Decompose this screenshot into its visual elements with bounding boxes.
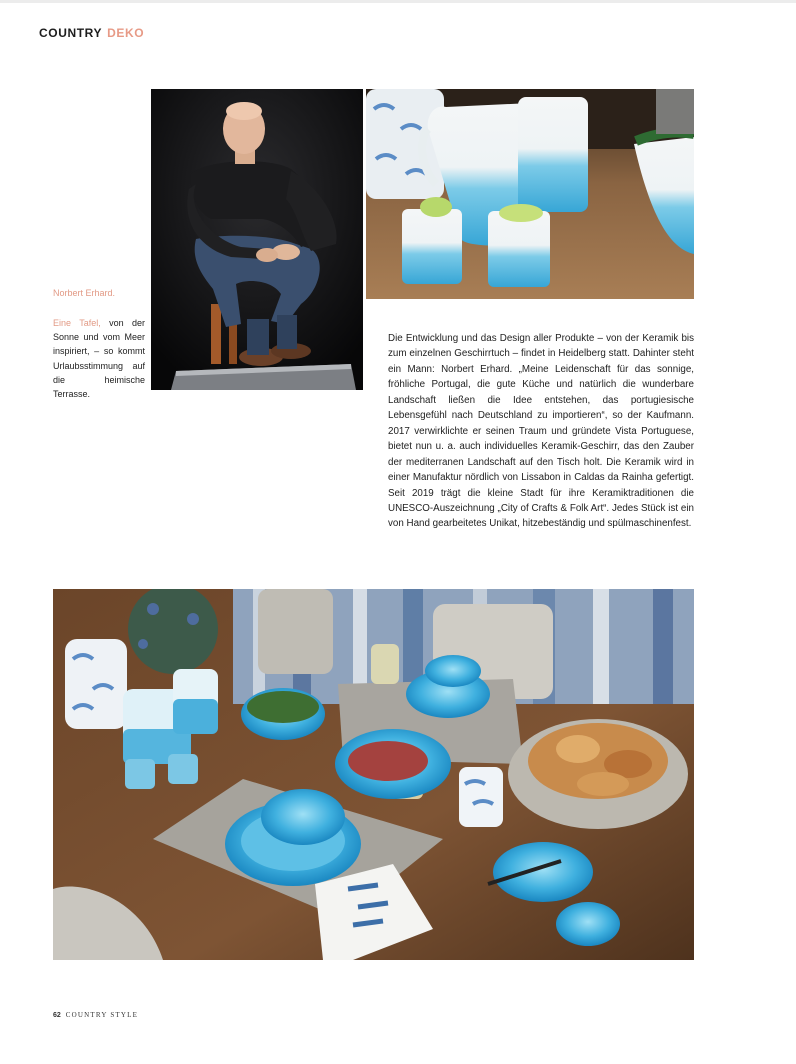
caption-body: von der Sonne und vom Meer inspiriert, – so kommt Urlaubsstimmung auf die heimische Terrasse. [53, 318, 145, 400]
photo-caption-name: Norbert Erhard. [53, 288, 116, 298]
page-number: 62 [53, 1012, 61, 1019]
page-footer [53, 1011, 138, 1019]
ceramics-photo [366, 89, 694, 299]
top-rule [0, 0, 796, 3]
table-setting-photo [53, 589, 694, 960]
caption-lead: Eine Tafel, [53, 318, 101, 328]
photo-caption-text [53, 316, 145, 401]
section-title: COUNTRY [39, 26, 103, 40]
section-header [39, 26, 144, 40]
article-body: Die Entwicklung und das Design aller Produkte – von der Keramik bis zum einzelnen Geschirrtuch – findet in Heidelberg statt. Dahinter steht ein Mann: Norbert Erhard. „Meine Leidenschaft für das sonnige, fröhliche Portugal, die gute Küche und natürlich die wunderbare Landschaft ließen die Idee entstehen, das portugiesische Lebensgefühl nach Deutschland zu importieren“, so der Kaufmann. 2017 verwirklichte er seinen Traum und gründete Vista Portuguese, bietet nun u. a. auch individuelles Keramik-Geschirr, das den Zauber der mediterranen Landschaft auf den Tisch holt. Die Keramik wird in einer Manufaktur nördlich von Lissabon in Caldas da Rainha gefertigt. Seit 2019 trägt die kleine Stadt für ihre Keramiktraditionen die UNESCO-Auszeichnung „City of Crafts & Folk Art“. Jedes Stück ist ein von Hand gearbeitetes Unikat, hitzebeständig und spülmaschinenfest. [388, 333, 694, 530]
section-subtitle: DEKO [107, 26, 145, 40]
magazine-name: COUNTRY STYLE [65, 1011, 139, 1019]
portrait-photo [151, 89, 363, 390]
